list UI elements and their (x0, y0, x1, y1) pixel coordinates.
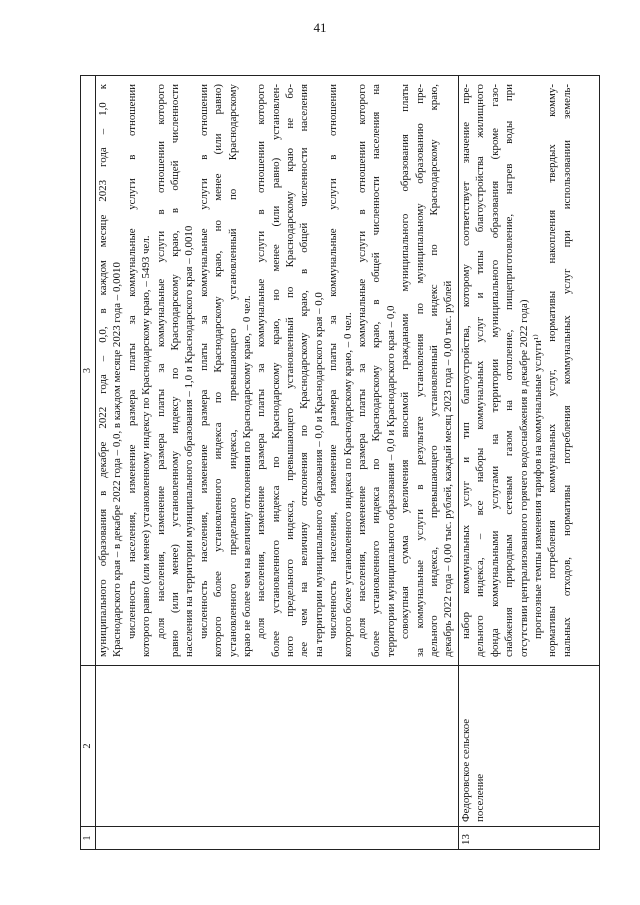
text-line: доля населения, изменение размера платы за коммунальные услуги в отношении которого (154, 84, 167, 639)
text-line: численность населения, изменение размера платы за коммунальные услуги в отношении (327, 84, 340, 639)
header-col-3: 3 (81, 76, 96, 666)
text-line: доля населения, изменение размера платы за коммунальные услуги в отношении которого (255, 84, 268, 639)
text-line: которого более установленного индекса по Краснодарскому краю, – 0 чел. (341, 312, 354, 657)
rotated-table-container (80, 75, 600, 850)
row-indicator-text (96, 76, 459, 666)
text-line: нальных отходов, нормативы потребления коммунальных услуг при использовании земель- (560, 84, 573, 657)
text-line: совокупная сумма увеличения вносимой гражданами муниципального образования платы (399, 84, 412, 639)
text-line: дельного индекса, превышающего установленный индекс по Краснодарскому краю, (427, 84, 440, 657)
indicator-text-block (96, 80, 458, 661)
row-number (96, 827, 459, 850)
header-col-1: 1 (81, 827, 96, 850)
text-line: снабжения природным сетевым газом на отопление, пищеприготовление, нагрев воды при (503, 84, 516, 657)
text-line: на территории муниципального образования – 0,0 и Краснодарского края – 0,0 (312, 292, 325, 657)
text-line: набор коммунальных услуг и тип благоустройства, которому соответствует значение пре- (460, 84, 472, 639)
text-line: фонда коммунальными услугами на территории муниципального образования (кроме газо- (488, 84, 501, 657)
text-line: более установленного индекса по Краснодарскому краю, но менее (или равно) установлен- (269, 84, 282, 657)
text-line: муниципального образования в декабре 2022 года – 0,0, в каждом месяце 2023 года – 1,0 к (97, 84, 109, 657)
text-line: краю не более чем на величину отклонения по Краснодарскому краю, – 0 чел. (240, 295, 253, 657)
text-line: более установленного индекса по Краснодарскому краю, в общей численности населения на (370, 84, 383, 657)
text-line: доля населения, изменение размера платы за коммунальные услуги в отношении которого (356, 84, 369, 639)
row-number: 13 (459, 827, 600, 850)
text-line: численность населения, изменение размера платы за коммунальные услуги в отношении (197, 84, 210, 639)
table-row (96, 76, 459, 850)
text-line: территории муниципального образования – 0,0 и Краснодарского края – 0,0 (384, 305, 397, 657)
text-line: ного предельного индекса, превышающего установленный по Краснодарскому краю не бо- (284, 84, 297, 657)
row-indicator-text (459, 76, 600, 666)
header-col-2: 2 (81, 666, 96, 827)
text-line: численность населения, изменение размера платы за коммунальные услуги в отношении (125, 84, 138, 639)
text-line: за коммунальные услуги в результате установления по муниципальному образованию пре- (413, 84, 426, 657)
row-municipality-name (96, 666, 459, 827)
text-line: равно (или менее) установленному индексу по Краснодарскому краю, в общей численности (168, 84, 181, 657)
page-number: 41 (313, 20, 327, 35)
text-line: отсутствии централизованного горячего водоснабжения в декабре 2022 года) (517, 299, 530, 657)
text-line: установленного предельного индекса, превышающего установленный по Краснодарскому (226, 84, 239, 657)
table-row (459, 76, 600, 850)
text-line: которого равно (или менее) установленному индексу по Краснодарскому краю, – 5493 чел. (140, 235, 153, 657)
text-line: лее чем на величину отклонения по Краснодарскому краю, в общей численности населения (298, 84, 311, 657)
text-line: дельного индекса, – все наборы коммунальных услуг и типы благоустройства жилищного (474, 84, 487, 657)
indicator-text-block (459, 80, 599, 661)
text-line: Краснодарского края – в декабре 2022 года – 0,0, в каждом месяце 2023 года – 0,0010 (111, 262, 124, 657)
row-municipality-name: Федоровское сельское поселение (459, 666, 600, 827)
text-line: прогнозные темпы изменения тарифов на коммунальные услуги¹⁾ (531, 334, 544, 639)
text-line: декабрь 2022 года – 0,00 тыс. рублей, каждый месяц 2023 года – 0,00 тыс. рублей (442, 280, 455, 657)
municipal-index-table (80, 75, 600, 850)
text-line: населения на территории муниципального образования – 1,0 и Краснодарского края – 0,0010 (183, 225, 196, 657)
table-header-row (81, 76, 96, 850)
text-line: нормативы потребления коммунальных услуг, нормативы накопления твердых комму- (546, 84, 559, 657)
text-line: которого более установленного индекса по Краснодарскому краю, но менее (или равно) (212, 84, 225, 657)
